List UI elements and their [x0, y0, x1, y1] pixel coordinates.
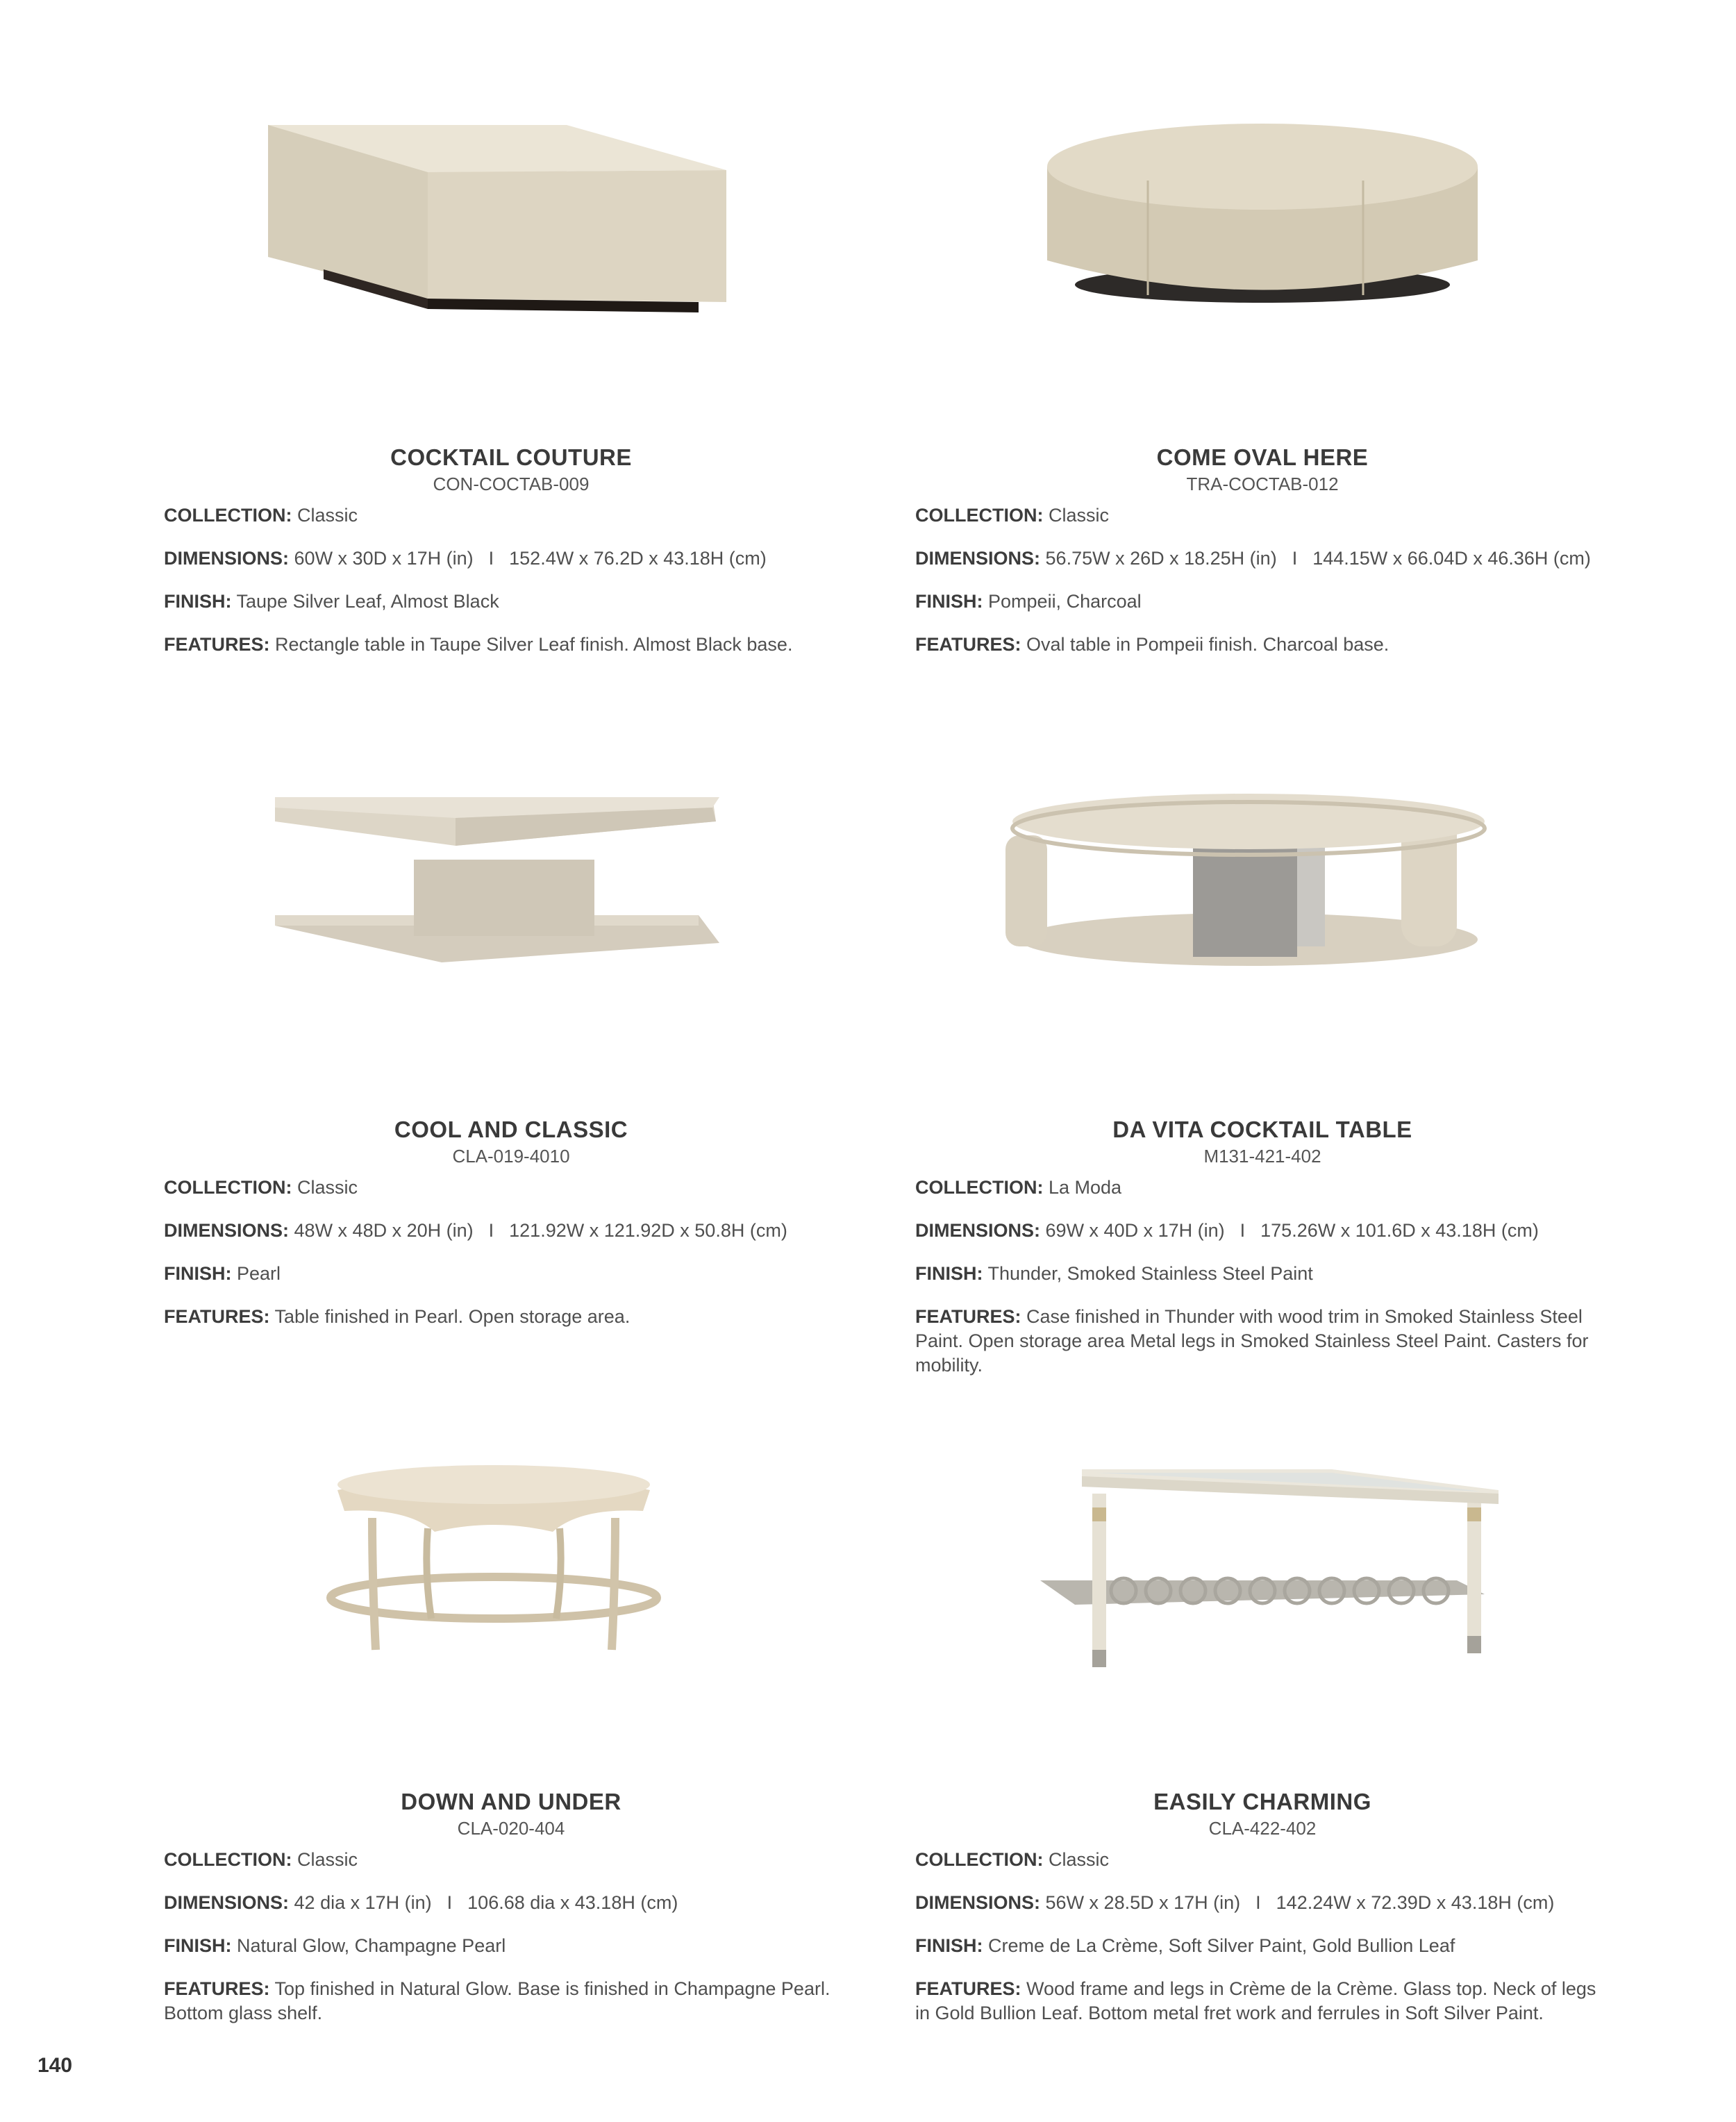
features-line: FEATURES: Rectangle table in Taupe Silver Leaf finish. Almost Black base. — [164, 634, 793, 655]
dimensions-line: DIMENSIONS: 48W x 48D x 20H (in) I 121.92W x 121.92D x 50.8H (cm) — [164, 1220, 787, 1241]
product-name: DA VITA COCKTAIL TABLE — [1112, 1117, 1412, 1142]
collection-line: COLLECTION: Classic — [164, 505, 358, 526]
finish-line: FINISH: Pearl — [164, 1263, 281, 1284]
product-card-cocktail-couture — [164, 97, 858, 657]
features-line: FEATURES: Oval table in Pompeii finish. Charcoal base. — [915, 634, 1389, 655]
finish-line: FINISH: Taupe Silver Leaf, Almost Black — [164, 591, 499, 612]
dimensions-line: DIMENSIONS: 56.75W x 26D x 18.25H (in) I 144.15W x 66.04D x 46.36H (cm) — [915, 548, 1591, 569]
features-line: FEATURES: Case finished in Thunder with wood trim in Smoked Stainless Steel Paint. Open storage area Metal legs in Smoked Stainless Steel Paint. Casters for mobility. — [915, 1306, 1589, 1376]
product-name: EASILY CHARMING — [1153, 1789, 1371, 1814]
features-line: FEATURES: Wood frame and legs in Crème de la Crème. Glass top. Neck of legs in Gold Bullion Leaf. Bottom metal fret work and ferrules in Soft Silver Paint. — [915, 1978, 1596, 2023]
product-photo-cocktail-couture — [164, 97, 858, 333]
collection-line: COLLECTION: Classic — [164, 1849, 358, 1870]
collection-line: COLLECTION: Classic — [915, 1849, 1110, 1870]
product-name: COCKTAIL COUTURE — [390, 444, 632, 470]
finish-line: FINISH: Natural Glow, Champagne Pearl — [164, 1935, 506, 1956]
features-line: FEATURES: Top finished in Natural Glow. Base is finished in Champagne Pearl. Bottom glass shelf. — [164, 1978, 831, 2023]
product-card-cool-and-classic — [164, 769, 858, 1329]
product-sku: CON-COCTAB-009 — [433, 474, 590, 494]
product-sku: CLA-422-402 — [1208, 1818, 1317, 1839]
product-photo-down-and-under — [164, 1442, 858, 1678]
collection-line: COLLECTION: La Moda — [915, 1177, 1122, 1198]
product-photo-easily-charming — [915, 1442, 1610, 1678]
product-sku: CLA-020-404 — [457, 1818, 565, 1839]
features-line: FEATURES: Table finished in Pearl. Open storage area. — [164, 1306, 631, 1327]
product-card-da-vita-cocktail-table — [915, 769, 1610, 1378]
product-name: COOL AND CLASSIC — [394, 1117, 628, 1142]
collection-line: COLLECTION: Classic — [164, 1177, 358, 1198]
collection-line: COLLECTION: Classic — [915, 505, 1110, 526]
product-sku: CLA-019-4010 — [452, 1146, 570, 1167]
finish-line: FINISH: Thunder, Smoked Stainless Steel Paint — [915, 1263, 1313, 1284]
product-card-easily-charming — [915, 1442, 1610, 2025]
product-sku: TRA-COCTAB-012 — [1186, 474, 1339, 494]
dimensions-line: DIMENSIONS: 69W x 40D x 17H (in) I 175.26W x 101.6D x 43.18H (cm) — [915, 1220, 1539, 1241]
finish-line: FINISH: Creme de La Crème, Soft Silver Paint, Gold Bullion Leaf — [915, 1935, 1455, 1956]
page-number: 140 — [37, 2054, 73, 2077]
product-card-come-oval-here — [915, 97, 1610, 657]
finish-line: FINISH: Pompeii, Charcoal — [915, 591, 1142, 612]
product-card-down-and-under — [164, 1442, 858, 2025]
product-name: DOWN AND UNDER — [401, 1789, 621, 1814]
dimensions-line: DIMENSIONS: 56W x 28.5D x 17H (in) I 142.24W x 72.39D x 43.18H (cm) — [915, 1892, 1555, 1913]
product-photo-cool-and-classic — [164, 769, 858, 1005]
dimensions-line: DIMENSIONS: 60W x 30D x 17H (in) I 152.4W x 76.2D x 43.18H (cm) — [164, 548, 767, 569]
dimensions-line: DIMENSIONS: 42 dia x 17H (in) I 106.68 dia x 43.18H (cm) — [164, 1892, 678, 1913]
product-photo-da-vita — [915, 769, 1610, 1005]
product-sku: M131-421-402 — [1203, 1146, 1321, 1167]
product-name: COME OVAL HERE — [1156, 444, 1369, 470]
product-photo-come-oval-here — [915, 97, 1610, 333]
